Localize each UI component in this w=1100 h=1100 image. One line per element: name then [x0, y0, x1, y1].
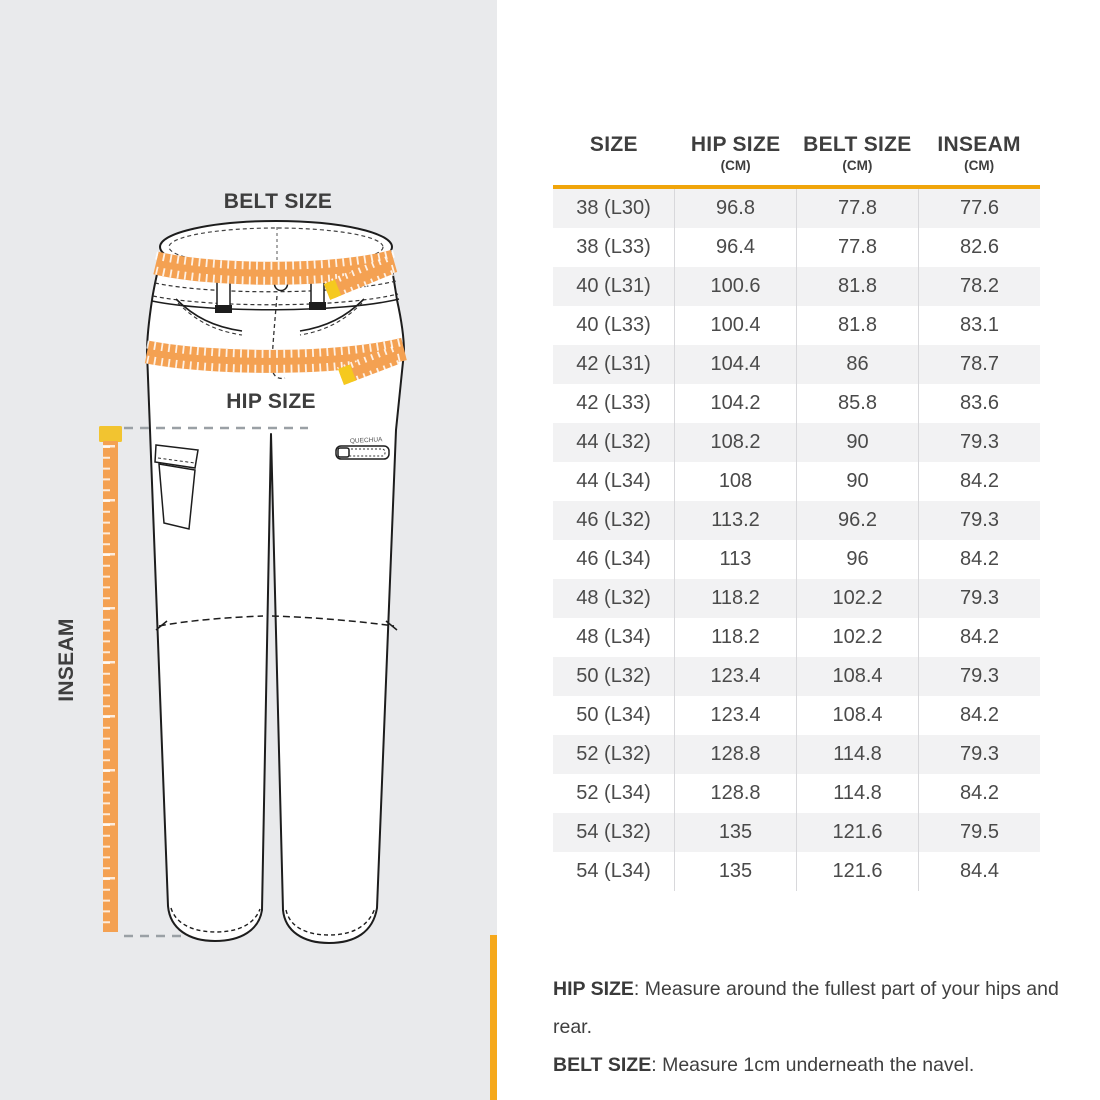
table-cell: 108.4	[796, 696, 918, 735]
table-cell: 83.6	[918, 384, 1040, 423]
table-cell: 113	[674, 540, 796, 579]
size-table-body	[553, 189, 1040, 891]
table-cell: 42 (L31)	[576, 353, 651, 375]
table-cell: 118.2	[674, 579, 796, 618]
table-cell: 123.4	[674, 696, 796, 735]
size-table	[553, 133, 1040, 891]
table-row	[553, 267, 1040, 306]
table-cell: 46 (L32)	[576, 509, 651, 531]
table-cell: 46 (L34)	[576, 548, 651, 570]
inseam-label: INSEAM	[55, 618, 78, 702]
table-cell: 44 (L34)	[576, 470, 651, 492]
table-cell: 84.4	[918, 852, 1040, 891]
table-cell: 84.2	[918, 462, 1040, 501]
table-cell: 100.4	[674, 306, 796, 345]
table-row	[553, 735, 1040, 774]
table-row	[553, 423, 1040, 462]
table-cell: 50 (L32)	[576, 665, 651, 687]
accent-bar	[490, 935, 497, 1100]
table-cell: 108.4	[796, 657, 918, 696]
table-cell: 77.8	[796, 189, 918, 228]
table-cell: 52 (L34)	[576, 782, 651, 804]
table-cell: 40 (L33)	[576, 314, 651, 336]
table-row	[553, 579, 1040, 618]
column-header-hip-size: HIP SIZE (CM)	[690, 133, 781, 173]
table-row	[553, 228, 1040, 267]
table-cell: 86	[796, 345, 918, 384]
table-cell: 114.8	[796, 735, 918, 774]
table-cell: 79.3	[918, 501, 1040, 540]
belt-size-label: BELT SIZE	[223, 190, 333, 213]
table-cell: 78.2	[918, 267, 1040, 306]
table-cell: 85.8	[796, 384, 918, 423]
table-cell: 77.8	[796, 228, 918, 267]
table-cell: 42 (L33)	[576, 392, 651, 414]
table-cell: 113.2	[674, 501, 796, 540]
table-cell: 108	[674, 462, 796, 501]
table-cell: 90	[796, 462, 918, 501]
table-row	[553, 462, 1040, 501]
table-cell: 104.4	[674, 345, 796, 384]
table-cell: 78.7	[918, 345, 1040, 384]
table-cell: 84.2	[918, 774, 1040, 813]
table-cell: 135	[674, 852, 796, 891]
pants-diagram	[0, 0, 500, 1100]
table-cell: 52 (L32)	[576, 743, 651, 765]
table-cell: 38 (L33)	[576, 236, 651, 258]
table-row	[553, 813, 1040, 852]
table-cell: 96.2	[796, 501, 918, 540]
table-cell: 121.6	[796, 852, 918, 891]
table-cell: 38 (L30)	[576, 197, 651, 219]
table-cell: 79.3	[918, 423, 1040, 462]
table-cell: 135	[674, 813, 796, 852]
table-cell: 102.2	[796, 579, 918, 618]
table-row	[553, 618, 1040, 657]
table-cell: 96.4	[674, 228, 796, 267]
belt-loop-left-end	[215, 305, 232, 313]
table-cell: 44 (L32)	[576, 431, 651, 453]
table-cell: 118.2	[674, 618, 796, 657]
table-header	[553, 133, 1040, 173]
table-cell: 48 (L34)	[576, 626, 651, 648]
table-row	[553, 696, 1040, 735]
table-cell: 84.2	[918, 618, 1040, 657]
column-header-inseam: INSEAM (CM)	[937, 133, 1021, 173]
table-cell: 104.2	[674, 384, 796, 423]
table-cell: 128.8	[674, 735, 796, 774]
table-cell: 114.8	[796, 774, 918, 813]
table-cell: 50 (L34)	[576, 704, 651, 726]
table-cell: 48 (L32)	[576, 587, 651, 609]
table-cell: 81.8	[796, 267, 918, 306]
measurement-diagram-panel	[0, 0, 497, 1100]
column-header-belt-size: BELT SIZE (CM)	[803, 133, 912, 173]
belt-tape-tip	[327, 288, 338, 293]
table-cell: 77.6	[918, 189, 1040, 228]
quechua-logo-text: QUECHUA	[349, 436, 383, 445]
table-cell: 81.8	[796, 306, 918, 345]
table-row	[553, 852, 1040, 891]
table-cell: 96	[796, 540, 918, 579]
table-cell: 54 (L32)	[576, 821, 651, 843]
note-hip-size: HIP SIZE: Measure around the fullest part of your hips and rear.	[553, 978, 1059, 1038]
table-cell: 108.2	[674, 423, 796, 462]
hip-tape-tip	[341, 373, 353, 378]
table-cell: 128.8	[674, 774, 796, 813]
hip-size-label: HIP SIZE	[226, 390, 316, 413]
belt-loop-right-end	[309, 302, 326, 310]
table-cell: 79.3	[918, 657, 1040, 696]
note-belt-size: BELT SIZE: Measure 1cm underneath the navel.	[553, 1054, 975, 1076]
table-cell: 54 (L34)	[576, 860, 651, 882]
inseam-tape	[99, 426, 122, 932]
column-header-size: SIZE	[589, 133, 638, 156]
table-row	[553, 189, 1040, 228]
table-cell: 82.6	[918, 228, 1040, 267]
table-cell: 84.2	[918, 696, 1040, 735]
measurement-notes	[553, 970, 1098, 1084]
table-row	[553, 306, 1040, 345]
table-row	[553, 384, 1040, 423]
table-cell: 123.4	[674, 657, 796, 696]
table-cell: 40 (L31)	[576, 275, 651, 297]
table-row	[553, 657, 1040, 696]
table-cell: 121.6	[796, 813, 918, 852]
table-row	[553, 774, 1040, 813]
table-cell: 79.3	[918, 735, 1040, 774]
table-cell: 79.3	[918, 579, 1040, 618]
table-row	[553, 345, 1040, 384]
table-cell: 90	[796, 423, 918, 462]
table-cell: 96.8	[674, 189, 796, 228]
table-cell: 79.5	[918, 813, 1040, 852]
table-cell: 83.1	[918, 306, 1040, 345]
table-cell: 100.6	[674, 267, 796, 306]
table-row	[553, 501, 1040, 540]
table-cell: 102.2	[796, 618, 918, 657]
table-cell: 84.2	[918, 540, 1040, 579]
table-row	[553, 540, 1040, 579]
